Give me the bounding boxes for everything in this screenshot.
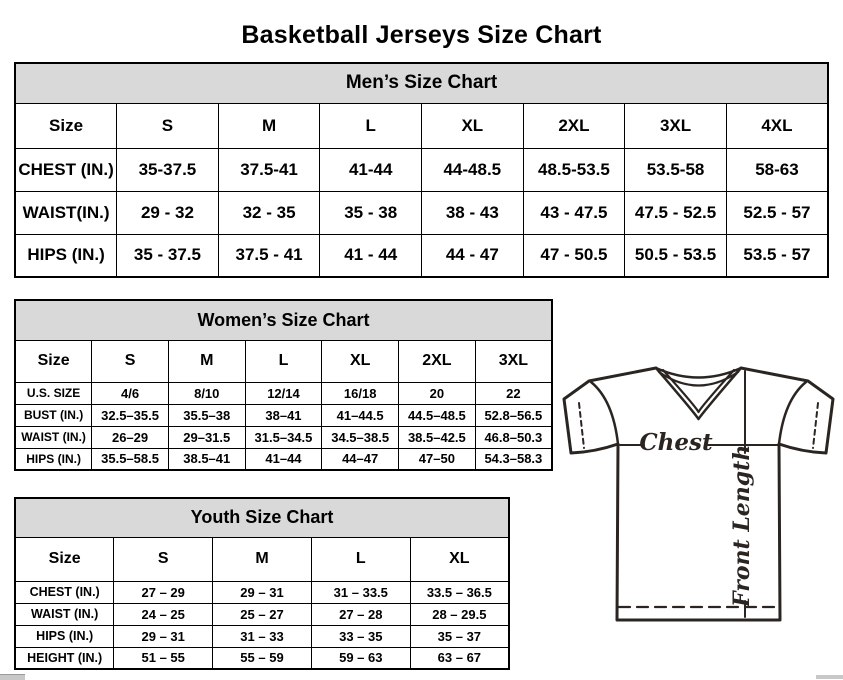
table-section-title: Men’s Size Chart [15,63,828,103]
size-cell: 46.8–50.3 [475,426,552,448]
size-cell: 31.5–34.5 [245,426,322,448]
size-cell: 52.8–56.5 [475,404,552,426]
table-row [15,404,552,426]
size-cell: 54.3–58.3 [475,448,552,470]
column-header: XL [422,103,524,148]
front-length-measure-label: Front Length [729,444,755,607]
table-row [15,625,509,647]
size-cell: 28 – 29.5 [410,603,509,625]
table-row [15,581,509,603]
row-label: CHEST (IN.) [15,148,117,191]
row-label: HEIGHT (IN.) [15,647,114,669]
table-row [15,148,828,191]
column-header: L [245,340,322,382]
column-header: 3XL [625,103,727,148]
size-cell: 48.5-53.5 [523,148,625,191]
column-header: 3XL [475,340,552,382]
table-section-title: Youth Size Chart [15,498,509,537]
size-cell: 31 – 33 [213,625,312,647]
size-cell: 32 - 35 [218,191,320,234]
row-label: HIPS (IN.) [15,448,92,470]
size-cell: 51 – 55 [114,647,213,669]
size-cell: 29 – 31 [114,625,213,647]
size-cell: 27 – 29 [114,581,213,603]
column-header: S [114,537,213,581]
size-cell: 44-48.5 [422,148,524,191]
size-cell: 44 - 47 [422,234,524,277]
table-row [15,191,828,234]
column-header: 4XL [726,103,828,148]
size-cell: 41–44 [245,448,322,470]
size-cell: 33 – 35 [311,625,410,647]
size-cell: 38.5–41 [168,448,245,470]
womens-size-table [14,299,553,471]
column-header: L [320,103,422,148]
size-cell: 29 - 32 [117,191,219,234]
size-cell: 35 – 37 [410,625,509,647]
size-cell: 26–29 [92,426,169,448]
table-row [15,382,552,404]
size-cell: 47.5 - 52.5 [625,191,727,234]
size-cell: 16/18 [322,382,399,404]
jersey-outline-drawing [555,355,843,655]
size-cell: 12/14 [245,382,322,404]
size-cell: 35.5–58.5 [92,448,169,470]
chest-measure-label: Chest [639,429,713,456]
size-cell: 38 - 43 [422,191,524,234]
column-header: M [168,340,245,382]
size-cell: 22 [475,382,552,404]
size-cell: 34.5–38.5 [322,426,399,448]
page-title: Basketball Jerseys Size Chart [241,20,602,49]
row-label: WAIST (IN.) [15,426,92,448]
size-cell: 58-63 [726,148,828,191]
size-cell: 53.5-58 [625,148,727,191]
row-label: CHEST (IN.) [15,581,114,603]
table-row [15,426,552,448]
table-section-title: Women’s Size Chart [15,300,552,340]
size-cell: 41 - 44 [320,234,422,277]
column-header: XL [322,340,399,382]
table-row [15,647,509,669]
column-header: M [218,103,320,148]
row-label: WAIST (IN.) [15,603,114,625]
size-cell: 59 – 63 [311,647,410,669]
size-cell: 44–47 [322,448,399,470]
table-row [15,234,828,277]
column-header: 2XL [399,340,476,382]
column-header: Size [15,103,117,148]
column-header: S [92,340,169,382]
size-cell: 33.5 – 36.5 [410,581,509,603]
youth-size-table [14,497,510,670]
size-cell: 4/6 [92,382,169,404]
column-header: XL [410,537,509,581]
table-row [15,603,509,625]
size-cell: 37.5 - 41 [218,234,320,277]
mens-size-table [14,62,829,278]
size-cell: 35.5–38 [168,404,245,426]
size-cell: 35 - 37.5 [117,234,219,277]
size-cell: 38.5–42.5 [399,426,476,448]
size-cell: 47 - 50.5 [523,234,625,277]
size-cell: 50.5 - 53.5 [625,234,727,277]
column-header: 2XL [523,103,625,148]
size-cell: 31 – 33.5 [311,581,410,603]
column-header: Size [15,537,114,581]
row-label: HIPS (IN.) [15,234,117,277]
size-cell: 29 – 31 [213,581,312,603]
row-label: HIPS (IN.) [15,625,114,647]
size-cell: 55 – 59 [213,647,312,669]
size-cell: 47–50 [399,448,476,470]
size-cell: 41-44 [320,148,422,191]
jersey-measurement-figure [555,355,843,655]
size-cell: 27 – 28 [311,603,410,625]
size-cell: 52.5 - 57 [726,191,828,234]
column-header: M [213,537,312,581]
size-cell: 63 – 67 [410,647,509,669]
row-label: WAIST(IN.) [15,191,117,234]
size-cell: 8/10 [168,382,245,404]
size-cell: 20 [399,382,476,404]
size-cell: 44.5–48.5 [399,404,476,426]
size-cell: 53.5 - 57 [726,234,828,277]
size-cell: 37.5-41 [218,148,320,191]
size-cell: 35-37.5 [117,148,219,191]
column-header: S [117,103,219,148]
size-cell: 41–44.5 [322,404,399,426]
size-cell: 24 – 25 [114,603,213,625]
row-label: U.S. SIZE [15,382,92,404]
horizontal-scrollbar-fragment[interactable] [816,675,843,679]
size-cell: 35 - 38 [320,191,422,234]
size-cell: 25 – 27 [213,603,312,625]
size-cell: 32.5–35.5 [92,404,169,426]
horizontal-scrollbar-thumb[interactable] [0,674,25,680]
column-header: L [311,537,410,581]
column-header: Size [15,340,92,382]
table-row [15,448,552,470]
size-cell: 38–41 [245,404,322,426]
size-cell: 29–31.5 [168,426,245,448]
row-label: BUST (IN.) [15,404,92,426]
size-cell: 43 - 47.5 [523,191,625,234]
